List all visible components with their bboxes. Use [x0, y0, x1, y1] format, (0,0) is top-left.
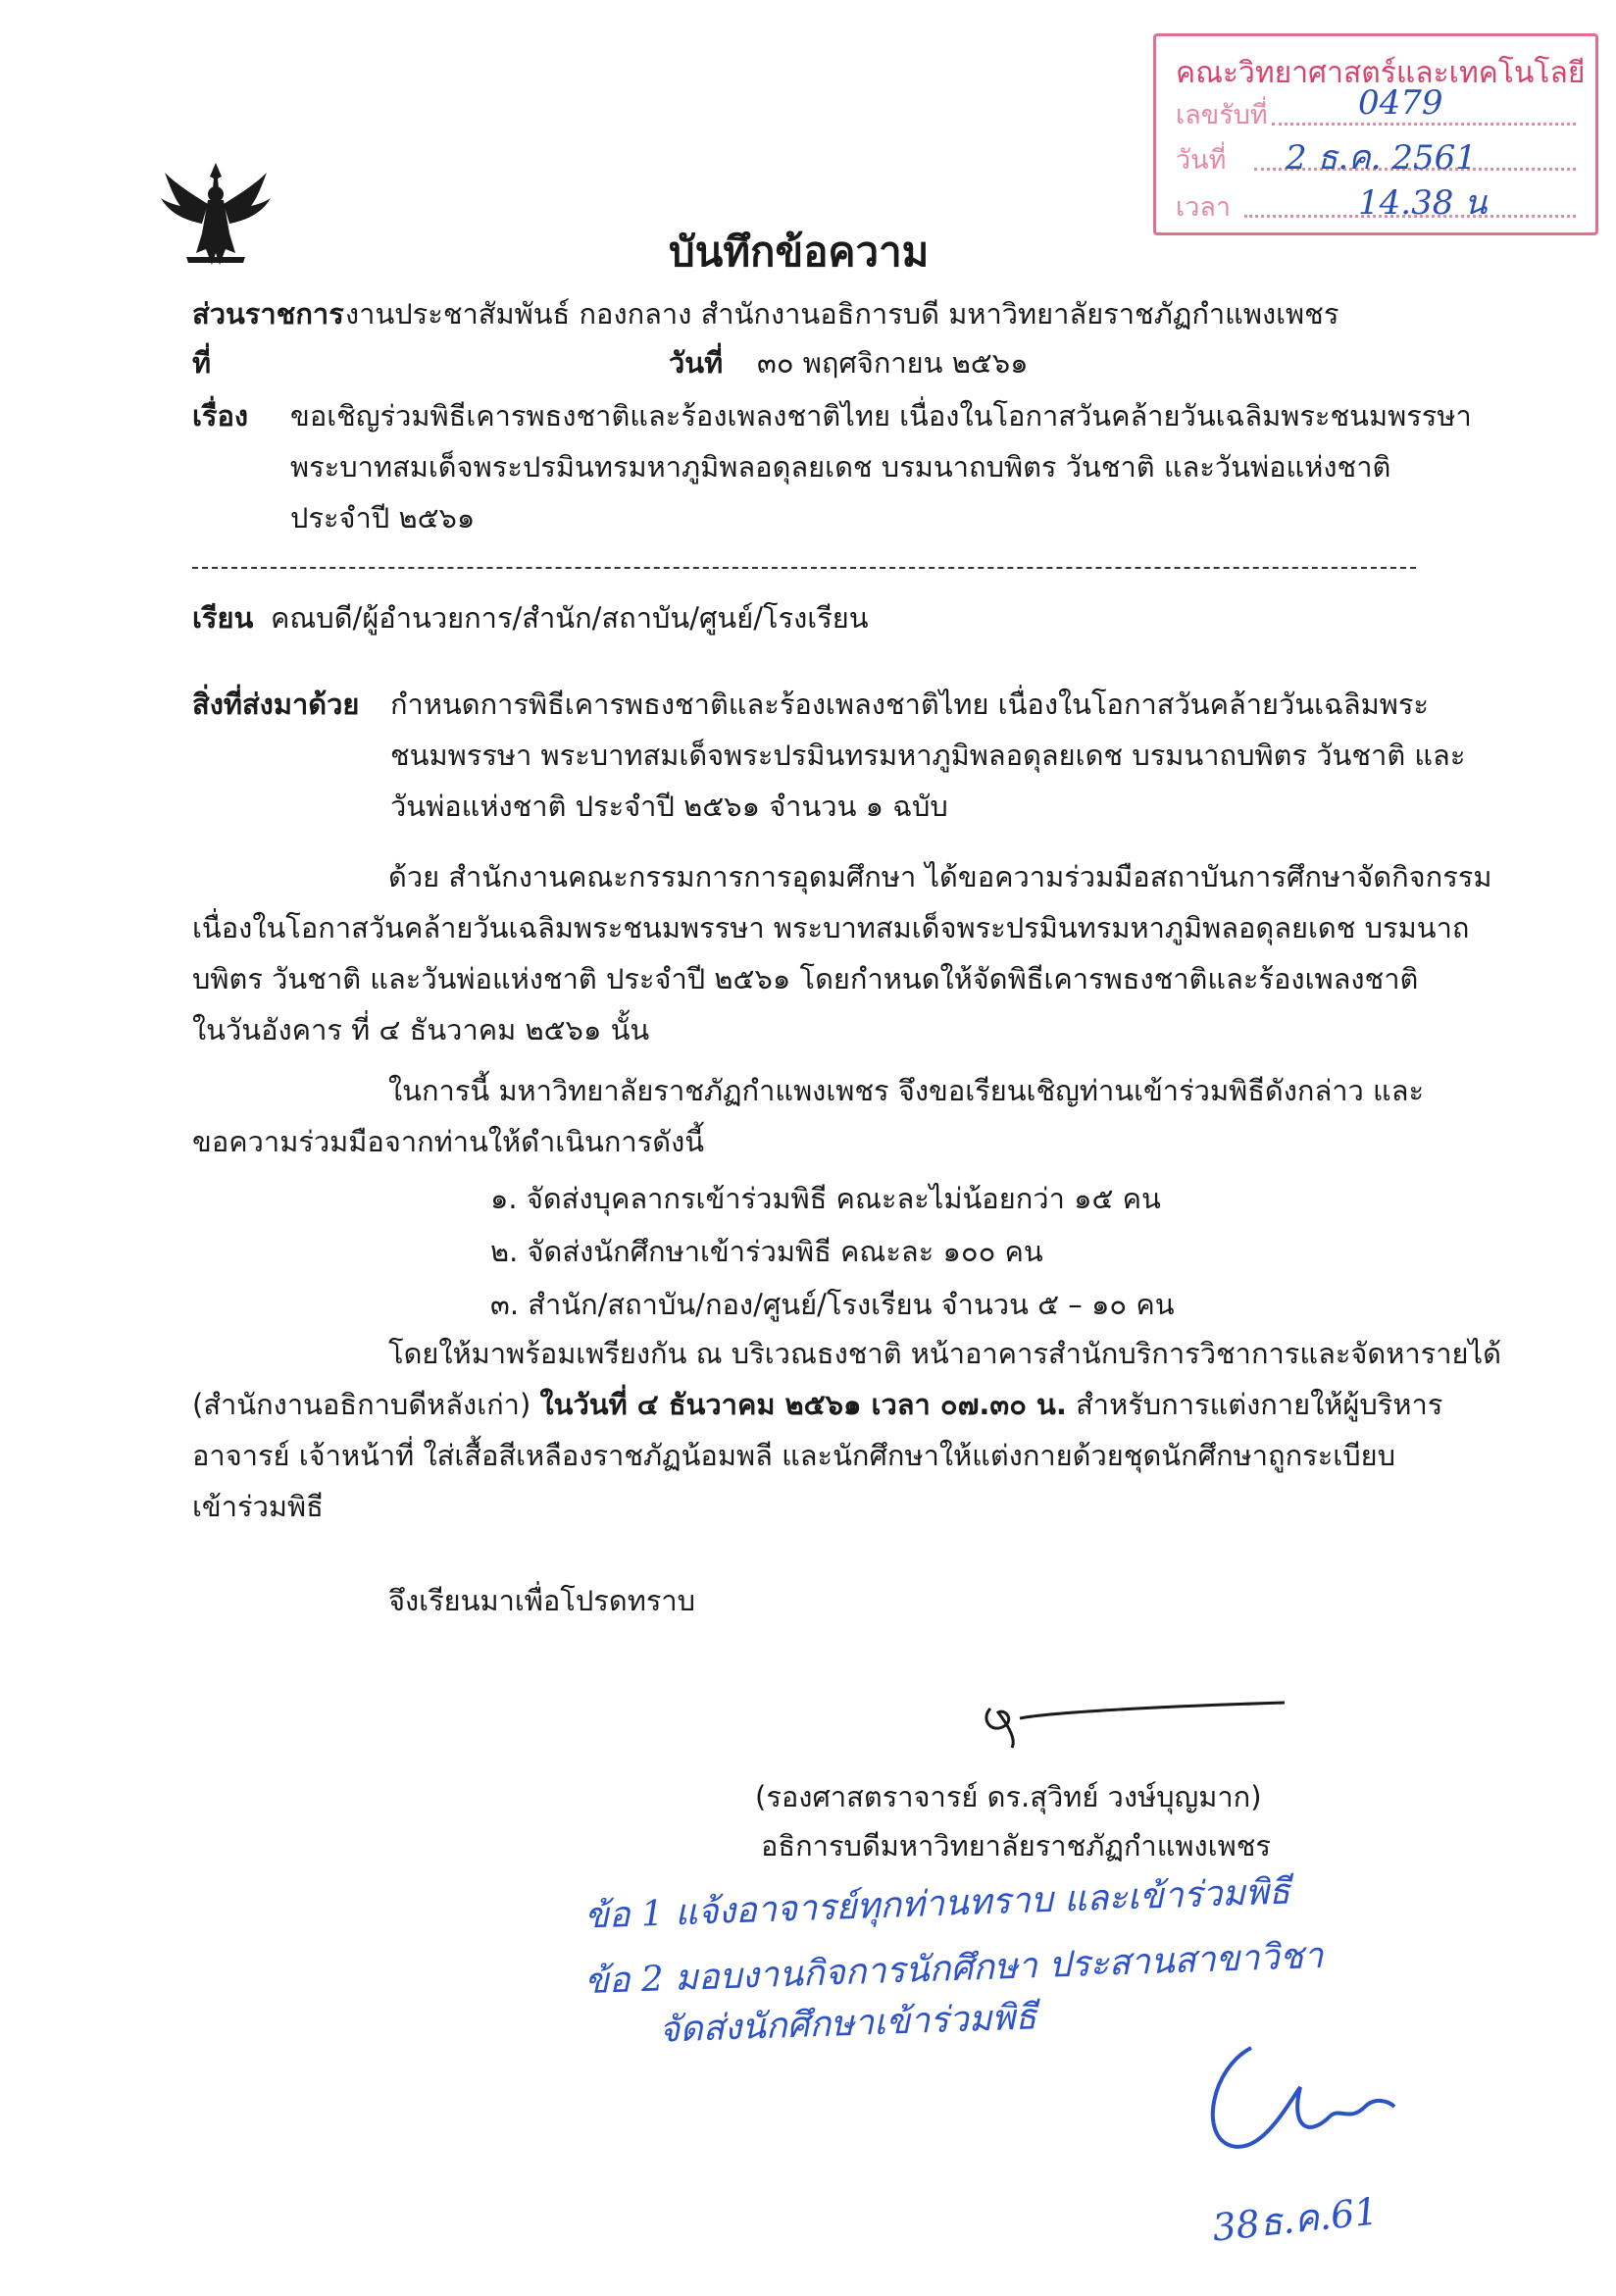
memo-title: บันทึกข้อความ [669, 228, 930, 276]
enclosure-line: ชนมพรรษา พระบาทสมเด็จพระปรมินทรมหาภูมิพลอดุลยเดช บรมนาถบพิตร วันชาติ และ [390, 739, 1466, 772]
stamp-header: คณะวิทยาศาสตร์และเทคโนโลยี [1176, 56, 1586, 90]
agency-label: ส่วนราชการ [192, 297, 344, 331]
stamp-receipt-value: 0479 [1358, 83, 1443, 123]
subject-label: เรื่อง [192, 399, 249, 433]
body-line: เข้าร่วมพิธี [192, 1490, 324, 1523]
body-line [192, 1388, 1443, 1421]
body-text: สำหรับการแต่งกายให้ผู้บริหาร [1076, 1388, 1443, 1421]
date-value: ๓๐ พฤศจิกายน ๒๕๖๑ [757, 346, 1029, 380]
stamp-time-value: 14.38 น [1358, 183, 1488, 223]
receipt-stamp [1153, 33, 1598, 235]
subject-line: พระบาทสมเด็จพระปรมินทรมหาภูมิพลอดุลยเดช บรมนาถบพิตร วันชาติ และวันพ่อแห่งชาติ [290, 450, 1391, 484]
list-item: ๓. สำนัก/สถาบัน/กอง/ศูนย์/โรงเรียน จำนวน ๕ – ๑๐ คน [490, 1288, 1175, 1321]
enclosure-label: สิ่งที่ส่งมาด้วย [192, 688, 360, 721]
subject-line: ประจำปี ๒๕๖๑ [290, 501, 476, 535]
signature-mark [961, 1679, 1294, 1758]
signer-name: (รองศาสตราจารย์ ดร.สุวิทย์ วงษ์บุญมาก) [755, 1780, 1262, 1813]
ref-label: ที่ [192, 346, 212, 380]
enclosure-line: วันพ่อแห่งชาติ ประจำปี ๒๕๖๑ จำนวน ๑ ฉบับ [390, 790, 948, 823]
body-line: ในการนี้ มหาวิทยาลัยราชภัฏกำแพงเพชร จึงขอเรียนเชิญท่านเข้าร่วมพิธีดังกล่าว และ [388, 1074, 1425, 1107]
stamp-date-value: 2 ธ.ค. 2561 [1286, 138, 1477, 178]
handwritten-signature-mark [1192, 2028, 1408, 2195]
handwritten-note-line: ข้อ 1 แจ้งอาจารย์ทุกท่านทราบ และเข้าร่วมพิธี [583, 1871, 1291, 1937]
to-value: คณบดี/ผู้อำนวยการ/สำนัก/สถาบัน/ศูนย์/โรงเรียน [271, 601, 869, 635]
list-item: ๑. จัดส่งบุคลากรเข้าร่วมพิธี คณะละไม่น้อยกว่า ๑๕ คน [490, 1182, 1161, 1215]
body-line: ขอความร่วมมือจากท่านให้ดำเนินการดังนี้ [192, 1125, 705, 1158]
body-text-bold: ในวันที่ ๔ ธันวาคม ๒๕๖๑ เวลา ๐๗.๓๐ น. [539, 1388, 1067, 1421]
body-line: บพิตร วันชาติ และวันพ่อแห่งชาติ ประจำปี ๒๕๖๑ โดยกำหนดให้จัดพิธีเคารพธงชาติและร้องเพลงชาติ [192, 962, 1419, 995]
stamp-time-label: เวลา [1176, 192, 1232, 223]
body-line: ในวันอังคาร ที่ ๔ ธันวาคม ๒๕๖๑ นั้น [192, 1013, 650, 1046]
garuda-emblem-icon [157, 155, 275, 273]
body-line: เนื่องในโอกาสวันคล้ายวันเฉลิมพระชนมพรรษา พระบาทสมเด็จพระปรมินทรมหาภูมิพลอดุลยเดช บรมนาถ [192, 911, 1470, 944]
agency-value: งานประชาสัมพันธ์ กองกลาง สำนักงานอธิการบดี มหาวิทยาลัยราชภัฏกำแพงเพชร [345, 297, 1339, 331]
to-label: เรียน [192, 601, 254, 635]
handwritten-reference: 38ธ.ค.61 [1210, 2189, 1381, 2250]
signer-title: อธิการบดีมหาวิทยาลัยราชภัฏกำแพงเพชร [761, 1829, 1271, 1862]
enclosure-line: กำหนดการพิธีเคารพธงชาติและร้องเพลงชาติไทย เนื่องในโอกาสวันคล้ายวันเฉลิมพระ [390, 688, 1429, 721]
list-item: ๒. จัดส่งนักศึกษาเข้าร่วมพิธี คณะละ ๑๐๐ คน [490, 1235, 1043, 1268]
handwritten-note-line: จัดส่งนักศึกษาเข้าร่วมพิธี [658, 1997, 1037, 2051]
date-label: วันที่ [669, 346, 724, 380]
stamp-dotted-line [1272, 123, 1576, 126]
body-line: โดยให้มาพร้อมเพรียงกัน ณ บริเวณธงชาติ หน้าอาคารสำนักบริการวิชาการและจัดหารายได้ [388, 1337, 1501, 1370]
body-text: (สำนักงานอธิกาบดีหลังเก่า) [192, 1388, 531, 1421]
stamp-receipt-label: เลขรับที่ [1176, 100, 1268, 130]
handwritten-note-line: ข้อ 2 มอบงานกิจการนักศึกษา ประสานสาขาวิชา [583, 1935, 1325, 2003]
stamp-date-label: วันที่ [1176, 145, 1227, 176]
closing-text: จึงเรียนมาเพื่อโปรดทราบ [388, 1584, 696, 1617]
body-line: ด้วย สำนักงานคณะกรรมการการอุดมศึกษา ได้ขอความร่วมมือสถาบันการศึกษาจัดกิจกรรม [388, 860, 1492, 893]
subject-line: ขอเชิญร่วมพิธีเคารพธงชาติและร้องเพลงชาติไทย เนื่องในโอกาสวันคล้ายวันเฉลิมพระชนมพรรษา [290, 399, 1472, 433]
separator-line [192, 567, 1416, 569]
body-line: อาจารย์ เจ้าหน้าที่ ใส่เสื้อสีเหลืองราชภัฏน้อมพลี และนักศึกษาให้แต่งกายด้วยชุดนักศึกษาถูกระเบียบ [192, 1439, 1396, 1472]
